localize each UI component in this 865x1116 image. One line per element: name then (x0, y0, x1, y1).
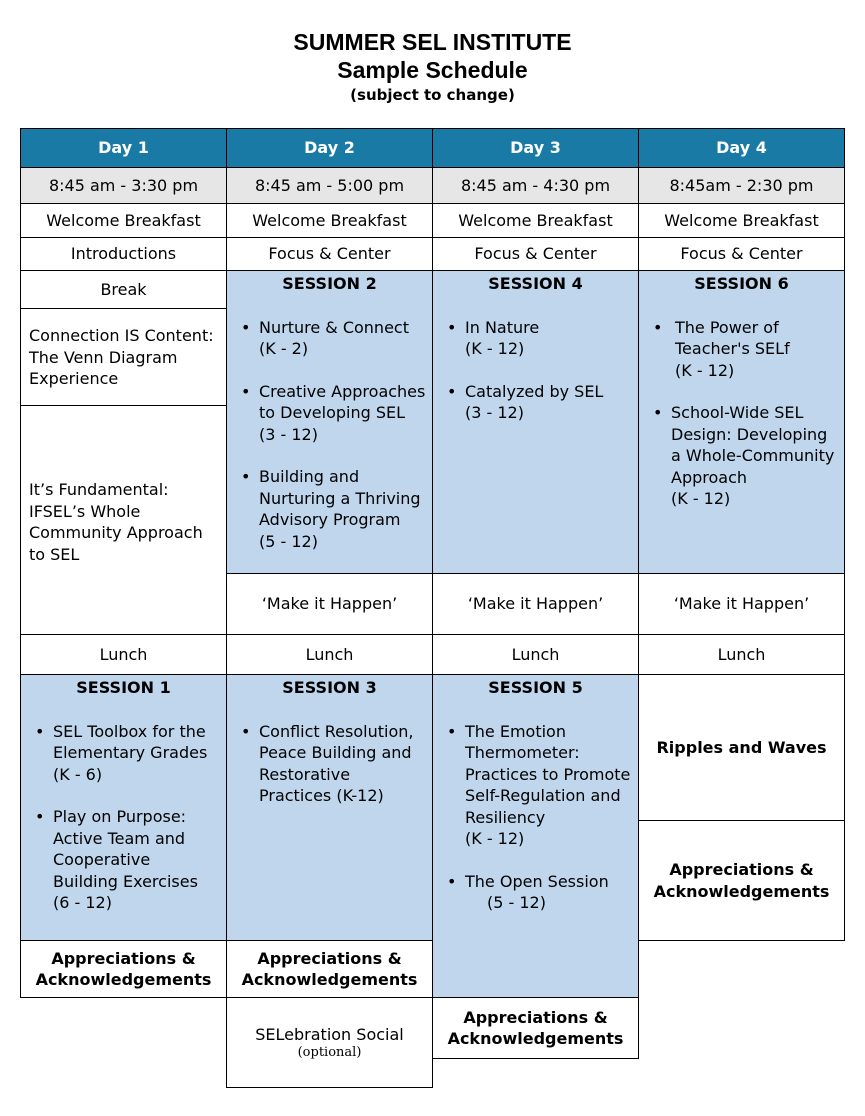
day-2-focus: Focus & Center (226, 237, 433, 271)
day-1-introductions: Introductions (20, 237, 227, 271)
day-4-ripples: Ripples and Waves (638, 674, 845, 821)
day-4-welcome: Welcome Breakfast (638, 203, 845, 238)
day-2-header: Day 2 (226, 128, 433, 168)
session-6-item: • The Power of Teacher's SELf (K - 12) (645, 317, 838, 382)
session-1-item: • Play on Purpose: Active Team and Cooperative Building Exercises (6 - 12) (27, 806, 220, 914)
session-4-item: • In Nature (K - 12) (439, 317, 632, 360)
session-2-block (226, 270, 433, 574)
day-2-social (226, 997, 433, 1088)
day-4-lunch: Lunch (638, 634, 845, 675)
title-line-1: SUMMER SEL INSTITUTE (293, 29, 572, 55)
session-5-title: SESSION 5 (488, 678, 583, 697)
session-1-item: • SEL Toolbox for the Elementary Grades (K - 6) (27, 721, 220, 786)
session-5-item: • The Open Session (5 - 12) (439, 871, 632, 914)
session-4-block (432, 270, 639, 574)
session-3-title: SESSION 3 (282, 678, 377, 697)
session-2-item: • Creative Approaches to Developing SEL (3 - 12) (233, 381, 426, 446)
day-4-make-it-happen: ‘Make it Happen’ (638, 573, 845, 635)
day-1-welcome: Welcome Breakfast (20, 203, 227, 238)
session-6-title: SESSION 6 (694, 274, 789, 293)
day-4-focus: Focus & Center (638, 237, 845, 271)
session-1-title: SESSION 1 (76, 678, 171, 697)
day-4-header: Day 4 (638, 128, 845, 168)
session-2-title: SESSION 2 (282, 274, 377, 293)
day-1-header: Day 1 (20, 128, 227, 168)
title-line-2: Sample Schedule (337, 57, 528, 83)
session-2-list (233, 317, 426, 553)
day-1-lunch: Lunch (20, 634, 227, 675)
session-5-item: • The Emotion Thermometer: Practices to Promote Self-Regulation and Resiliency (K - 12) (439, 721, 632, 850)
session-3-list (233, 721, 426, 807)
document-title (0, 28, 865, 106)
social-note: (optional) (297, 1045, 362, 1061)
day-3-time: 8:45 am - 4:30 pm (432, 167, 639, 204)
day-1-fundamental-text: It’s Fundamental: IFSEL’s Whole Community Approach to SEL (29, 480, 203, 564)
day-1-time: 8:45 am - 3:30 pm (20, 167, 227, 204)
session-6-block (638, 270, 845, 574)
day-1-connection (20, 308, 227, 406)
day-1-appreciations: Appreciations & Acknowledgements (20, 940, 227, 998)
day-1-fundamental (20, 405, 227, 635)
title-line-3: (subject to change) (350, 86, 515, 104)
session-4-item: • Catalyzed by SEL (3 - 12) (439, 381, 632, 424)
day-4-time: 8:45am - 2:30 pm (638, 167, 845, 204)
day-3-header: Day 3 (432, 128, 639, 168)
day-3-welcome: Welcome Breakfast (432, 203, 639, 238)
day-1-connection-text: Connection IS Content: The Venn Diagram Experience (29, 326, 214, 388)
session-1-list (27, 721, 220, 914)
session-6-list (645, 317, 838, 510)
day-4-appreciations: Appreciations & Acknowledgements (638, 820, 845, 941)
session-2-item: • Building and Nurturing a Thriving Advisory Program (5 - 12) (233, 466, 426, 552)
day-1-break: Break (20, 270, 227, 309)
day-3-focus: Focus & Center (432, 237, 639, 271)
day-2-lunch: Lunch (226, 634, 433, 675)
session-2-item: • Nurture & Connect (K - 2) (233, 317, 426, 360)
session-5-list (439, 721, 632, 914)
day-3-lunch: Lunch (432, 634, 639, 675)
session-6-item: • School-Wide SEL Design: Developing a Whole-Community Approach (K - 12) (645, 402, 838, 510)
session-1-block (20, 674, 227, 941)
session-4-title: SESSION 4 (488, 274, 583, 293)
session-4-list (439, 317, 632, 424)
day-3-appreciations: Appreciations & Acknowledgements (432, 997, 639, 1059)
day-2-welcome: Welcome Breakfast (226, 203, 433, 238)
session-3-item: • Conflict Resolution, Peace Building and Restorative Practices (K-12) (233, 721, 426, 807)
day-3-make-it-happen: ‘Make it Happen’ (432, 573, 639, 635)
session-3-block (226, 674, 433, 941)
day-2-appreciations: Appreciations & Acknowledgements (226, 940, 433, 998)
session-5-block (432, 674, 639, 998)
day-2-make-it-happen: ‘Make it Happen’ (226, 573, 433, 635)
day-2-time: 8:45 am - 5:00 pm (226, 167, 433, 204)
social-title: SELebration Social (255, 1024, 404, 1044)
